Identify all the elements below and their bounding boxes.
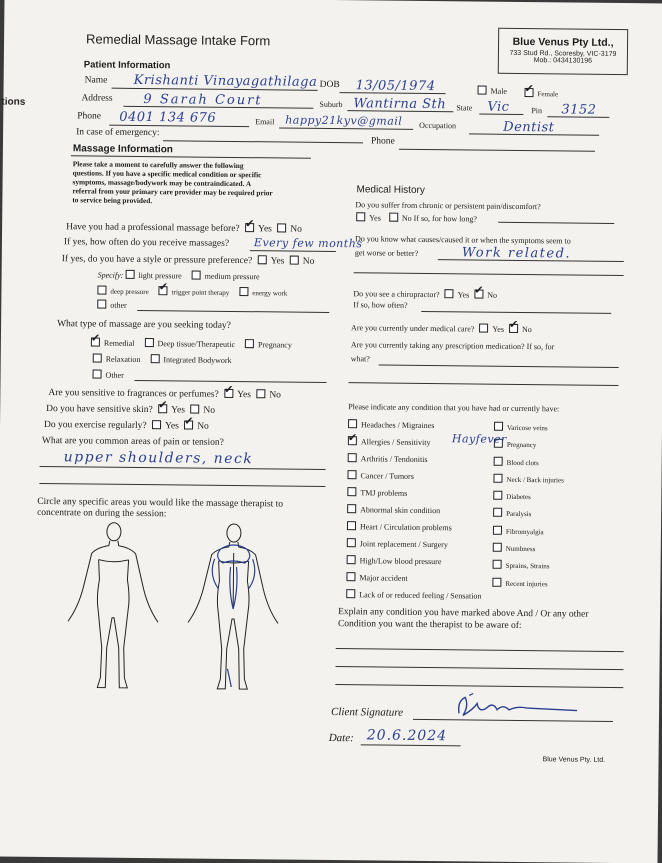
- occupation-label: Occupation: [419, 120, 457, 131]
- skin-no-checkbox[interactable]: [190, 405, 199, 414]
- massage-type-checkbox[interactable]: [145, 338, 154, 347]
- condition-right-6[interactable]: [493, 523, 564, 541]
- patient-heading: Patient Information: [83, 59, 171, 72]
- condition-right-7[interactable]: [493, 541, 564, 559]
- massage-type-extra-checkbox[interactable]: [93, 354, 102, 363]
- q-medical-care: Are you currently under medical care? Yes ✔ No: [351, 322, 532, 334]
- condition-left-7[interactable]: [347, 535, 482, 553]
- massage-type-checkbox[interactable]: [91, 337, 100, 346]
- q-cause: Do you know what causes/caused it or when the symptoms seem to get worse or better?: [354, 234, 571, 258]
- fragrance-no-checkbox[interactable]: [256, 389, 265, 398]
- condition-right-9[interactable]: [492, 575, 563, 593]
- footer-company: Blue Venus Pty. Ltd.: [542, 756, 606, 764]
- condition-left-label: High/Low blood pressure: [359, 556, 442, 567]
- condition-left-label: Joint replacement / Surgery: [359, 539, 448, 550]
- condition-left-label: Abnormal skin condition: [360, 505, 441, 516]
- q-conditions: Please indicate any condition that you have had or currently have:: [348, 402, 560, 414]
- condition-left-label: TMJ problems: [360, 488, 408, 498]
- condition-left-checkbox[interactable]: [347, 555, 356, 564]
- q-fragrance: Are you sensitive to fragrances or perfumes? ✔ Yes No: [48, 387, 281, 400]
- state-value[interactable]: Vic: [487, 99, 510, 115]
- condition-right-checkbox[interactable]: [494, 456, 503, 465]
- pain-no-checkbox[interactable]: [389, 213, 398, 222]
- condition-right-checkbox[interactable]: [493, 543, 502, 552]
- pressure-option-extra-checkbox[interactable]: [239, 287, 248, 296]
- name-value[interactable]: Krishanti Vinayagathilaga: [133, 72, 318, 90]
- body-front-figure[interactable]: [67, 522, 159, 688]
- style-yes-checkbox[interactable]: [258, 255, 267, 264]
- q-chiropractor: Do you see a chiropractor? Yes ✔ No: [353, 288, 497, 300]
- male-checkbox[interactable]: [478, 86, 487, 95]
- explain-text: Explain any condition you have marked above And / Or any other Condition you want the therapist to be aware of:: [337, 607, 589, 632]
- condition-left-checkbox[interactable]: [348, 419, 357, 428]
- condition-left-label: Arthritis / Tendonitis: [360, 454, 428, 465]
- exercise-no-checkbox[interactable]: [184, 420, 193, 429]
- type-row-1: [91, 337, 302, 349]
- massage-heading: Massage Information: [72, 143, 174, 156]
- style-no-checkbox[interactable]: [290, 256, 299, 265]
- q-chronic-pain: Do you suffer from chronic or persistent pain/discomfort?: [355, 200, 541, 212]
- condition-left-checkbox[interactable]: [346, 572, 355, 581]
- female-option[interactable]: ✔ Female: [524, 88, 558, 98]
- condition-left-label: Headaches / Migraines: [361, 420, 435, 431]
- pressure-row-2: [97, 286, 297, 298]
- pressure-option-extra-label: deep pressure: [110, 287, 149, 297]
- massage-type-label: Remedial: [103, 338, 135, 348]
- condition-left-10[interactable]: [346, 586, 481, 604]
- condition-left-label: Lack of or reduced feeling / Sensation: [359, 590, 482, 601]
- phone-label: Phone: [77, 111, 102, 122]
- phone-value[interactable]: 0401 134 676: [119, 109, 217, 126]
- massage-type-extra-checkbox[interactable]: [150, 354, 159, 363]
- pressure-other-checkbox[interactable]: [97, 300, 106, 309]
- condition-left-label: Allergies / Sensitivity: [360, 437, 431, 448]
- pressure-option-label: light pressure: [138, 270, 182, 281]
- company-address: 733 Stud Rd., Scoresby, VIC-3179: [509, 49, 617, 58]
- massage-type-2[interactable]: [245, 340, 292, 349]
- condition-right-label: Fibromyalgia: [505, 527, 544, 537]
- condition-right-label: Sprains, Strains: [505, 562, 550, 571]
- condition-right-label: Recent injuries: [505, 579, 548, 588]
- pressure-option-1[interactable]: [192, 272, 260, 282]
- condition-left-checkbox[interactable]: [347, 487, 356, 496]
- condition-left-checkbox[interactable]: [347, 521, 356, 530]
- condition-right-label: Paralysis: [506, 510, 532, 519]
- pressure-option-extra-checkbox[interactable]: [97, 286, 106, 295]
- pain-yes-checkbox[interactable]: [356, 212, 365, 221]
- condition-right-label: Varicose veins: [506, 423, 548, 433]
- condition-left-checkbox[interactable]: [347, 504, 356, 513]
- massage-type-0[interactable]: [91, 338, 135, 347]
- massage-type-label: Deep tissue/Therapeutic: [157, 339, 236, 349]
- massage-type-extra-label: Integrated Bodywork: [163, 355, 232, 365]
- pressure-option-extra-0[interactable]: [97, 288, 148, 297]
- condition-left-checkbox[interactable]: [348, 453, 357, 462]
- condition-right-label: Neck / Back injuries: [506, 475, 564, 485]
- condition-left-label: Cancer / Tumors: [360, 471, 414, 481]
- company-mobile: Mob.: 0434130196: [533, 57, 593, 65]
- care-no-checkbox[interactable]: [509, 324, 518, 333]
- edge-page-fragment: tions: [1, 96, 26, 108]
- massage-type-extra-label: Relaxation: [105, 354, 141, 364]
- type-row-2: [93, 354, 242, 366]
- condition-right-label: Pregnancy: [506, 441, 537, 450]
- pin-value[interactable]: 3152: [561, 102, 597, 118]
- female-checkbox[interactable]: [524, 88, 533, 97]
- address-value[interactable]: 9 Sarah Court: [143, 92, 263, 109]
- condition-right-checkbox[interactable]: [493, 560, 502, 569]
- q-pain-areas: What are you common areas of pain or tension?: [41, 435, 224, 448]
- massage-type-checkbox[interactable]: [245, 339, 254, 348]
- q-skin: Do you have sensitive skin? ✔ Yes No: [46, 403, 215, 416]
- form-title: Remedial Massage Intake Form: [86, 31, 271, 49]
- client-signature: [447, 691, 587, 724]
- suburb-label: Suburb: [319, 99, 343, 110]
- pressure-option-extra-label: trigger point therapy: [171, 288, 230, 297]
- condition-right-label: Diabetes: [506, 493, 531, 502]
- condition-right-5[interactable]: [493, 506, 564, 524]
- pressure-option-checkbox[interactable]: [192, 271, 201, 280]
- condition-left-4[interactable]: [347, 484, 482, 502]
- condition-left-6[interactable]: [347, 518, 482, 536]
- q-exercise: Do you exercise regularly? Yes ✔ No: [44, 419, 209, 432]
- before-yes-checkbox[interactable]: [245, 223, 254, 232]
- pressure-option-extra-label: energy work: [252, 289, 288, 298]
- condition-right-2[interactable]: [494, 454, 565, 472]
- care-yes-checkbox[interactable]: [479, 324, 488, 333]
- q-massage-type: What type of massage are you seeking today?: [57, 319, 231, 331]
- massage-type-label: Pregnancy: [258, 340, 292, 350]
- chiro-yes-checkbox[interactable]: [445, 289, 454, 298]
- pressure-other: other: [97, 300, 127, 310]
- suburb-value[interactable]: Wantirna Sth: [353, 96, 447, 113]
- chiro-no-checkbox[interactable]: [474, 289, 483, 298]
- condition-left-checkbox[interactable]: [347, 538, 356, 547]
- often-value[interactable]: Every few months: [253, 236, 363, 251]
- email-label: Email: [255, 117, 275, 127]
- condition-right-3[interactable]: [493, 472, 564, 490]
- massage-type-extra-0[interactable]: [93, 355, 141, 364]
- q-medication: Are you currently taking any prescription medication? If so, for what?: [350, 340, 555, 364]
- signature-label: Client Signature: [330, 706, 404, 719]
- state-label: State: [456, 103, 473, 113]
- pressure-option-extra-checkbox[interactable]: [159, 286, 168, 295]
- condition-left-2[interactable]: [348, 450, 483, 468]
- male-option[interactable]: Male: [478, 86, 508, 96]
- company-name: Blue Venus Pty Ltd.,: [512, 35, 614, 49]
- condition-left-checkbox[interactable]: [347, 470, 356, 479]
- q-style: If yes, do you have a style or pressure preference? Yes No: [61, 254, 315, 267]
- massage-type-1[interactable]: [145, 339, 236, 349]
- condition-left-3[interactable]: [347, 467, 482, 485]
- skin-yes-checkbox[interactable]: [158, 404, 167, 413]
- type-other-checkbox[interactable]: [93, 370, 102, 379]
- pressure-row-1: [98, 270, 270, 282]
- condition-left-9[interactable]: [346, 569, 481, 587]
- exercise-yes-checkbox[interactable]: [152, 420, 161, 429]
- specify-label: Specify:: [97, 270, 124, 280]
- pain-areas-value[interactable]: upper shoulders, neck: [63, 449, 254, 468]
- pressure-option-checkbox[interactable]: [125, 270, 134, 279]
- pressure-option-extra-1[interactable]: [159, 288, 230, 297]
- condition-left-8[interactable]: [347, 552, 482, 570]
- date-value[interactable]: 20.6.2024: [366, 727, 448, 745]
- condition-right-label: Numbness: [505, 544, 536, 554]
- emergency-phone-label: Phone: [370, 136, 395, 147]
- type-other: Other: [93, 370, 124, 380]
- pressure-option-extra-2[interactable]: [239, 289, 287, 298]
- email-value[interactable]: happy21kyv@gmail: [285, 113, 403, 128]
- massage-type-extra-1[interactable]: [150, 355, 231, 365]
- condition-right-checkbox[interactable]: [493, 525, 502, 534]
- condition-right-checkbox[interactable]: [493, 474, 502, 483]
- condition-right-8[interactable]: [492, 558, 563, 576]
- pin-label: Pin: [531, 106, 543, 116]
- emergency-label: In case of emergency:: [76, 127, 160, 139]
- condition-left-checkbox[interactable]: [348, 436, 357, 445]
- dob-label: DOB: [319, 79, 340, 91]
- q-massage-before: Have you had a professional massage before? ✔ Yes No: [66, 221, 302, 234]
- condition-left-label: Heart / Circulation problems: [359, 522, 452, 533]
- body-diagram[interactable]: [57, 517, 289, 699]
- cause-value[interactable]: Work related.: [461, 245, 572, 262]
- medical-heading: Medical History: [356, 184, 425, 196]
- q-how-often: If yes, how often do you receive massages?: [63, 237, 230, 249]
- chronic-pain-options: Yes No If so, for how long?: [356, 212, 477, 223]
- address-label: Address: [81, 93, 113, 104]
- condition-right-label: Blood clots: [506, 458, 539, 467]
- date-label: Date:: [328, 731, 354, 745]
- allergy-note[interactable]: Hayfever: [451, 432, 507, 446]
- pressure-option-label: medium pressure: [204, 271, 260, 282]
- q-chiro-often: If so, how often?: [353, 300, 408, 310]
- intro-text: Please take a moment to carefully answer the following questions. If you have a specific medical condition or specific symptoms, massage/bodywork may be contraindicated. A referral from your primary care provider may be required prior to service being provided.: [72, 159, 273, 206]
- condition-right-4[interactable]: [493, 489, 564, 507]
- dob-value[interactable]: 13/05/1974: [355, 78, 436, 95]
- before-no-checkbox[interactable]: [277, 223, 286, 232]
- condition-left-5[interactable]: [347, 501, 482, 519]
- condition-right-checkbox[interactable]: [492, 577, 501, 586]
- fragrance-yes-checkbox[interactable]: [224, 389, 233, 398]
- name-label: Name: [84, 75, 108, 86]
- pressure-option-0[interactable]: [125, 271, 181, 281]
- condition-left-label: Major accident: [359, 573, 408, 583]
- condition-right-checkbox[interactable]: [493, 491, 502, 500]
- circle-instructions: Circle any specific areas you would like the massage therapist to concentrate on during the session:: [37, 496, 284, 520]
- occupation-value[interactable]: Dentist: [503, 119, 555, 136]
- condition-right-checkbox[interactable]: [493, 508, 502, 517]
- company-box: [498, 28, 628, 75]
- condition-right-checkbox[interactable]: [494, 422, 503, 431]
- condition-left-checkbox[interactable]: [346, 589, 355, 598]
